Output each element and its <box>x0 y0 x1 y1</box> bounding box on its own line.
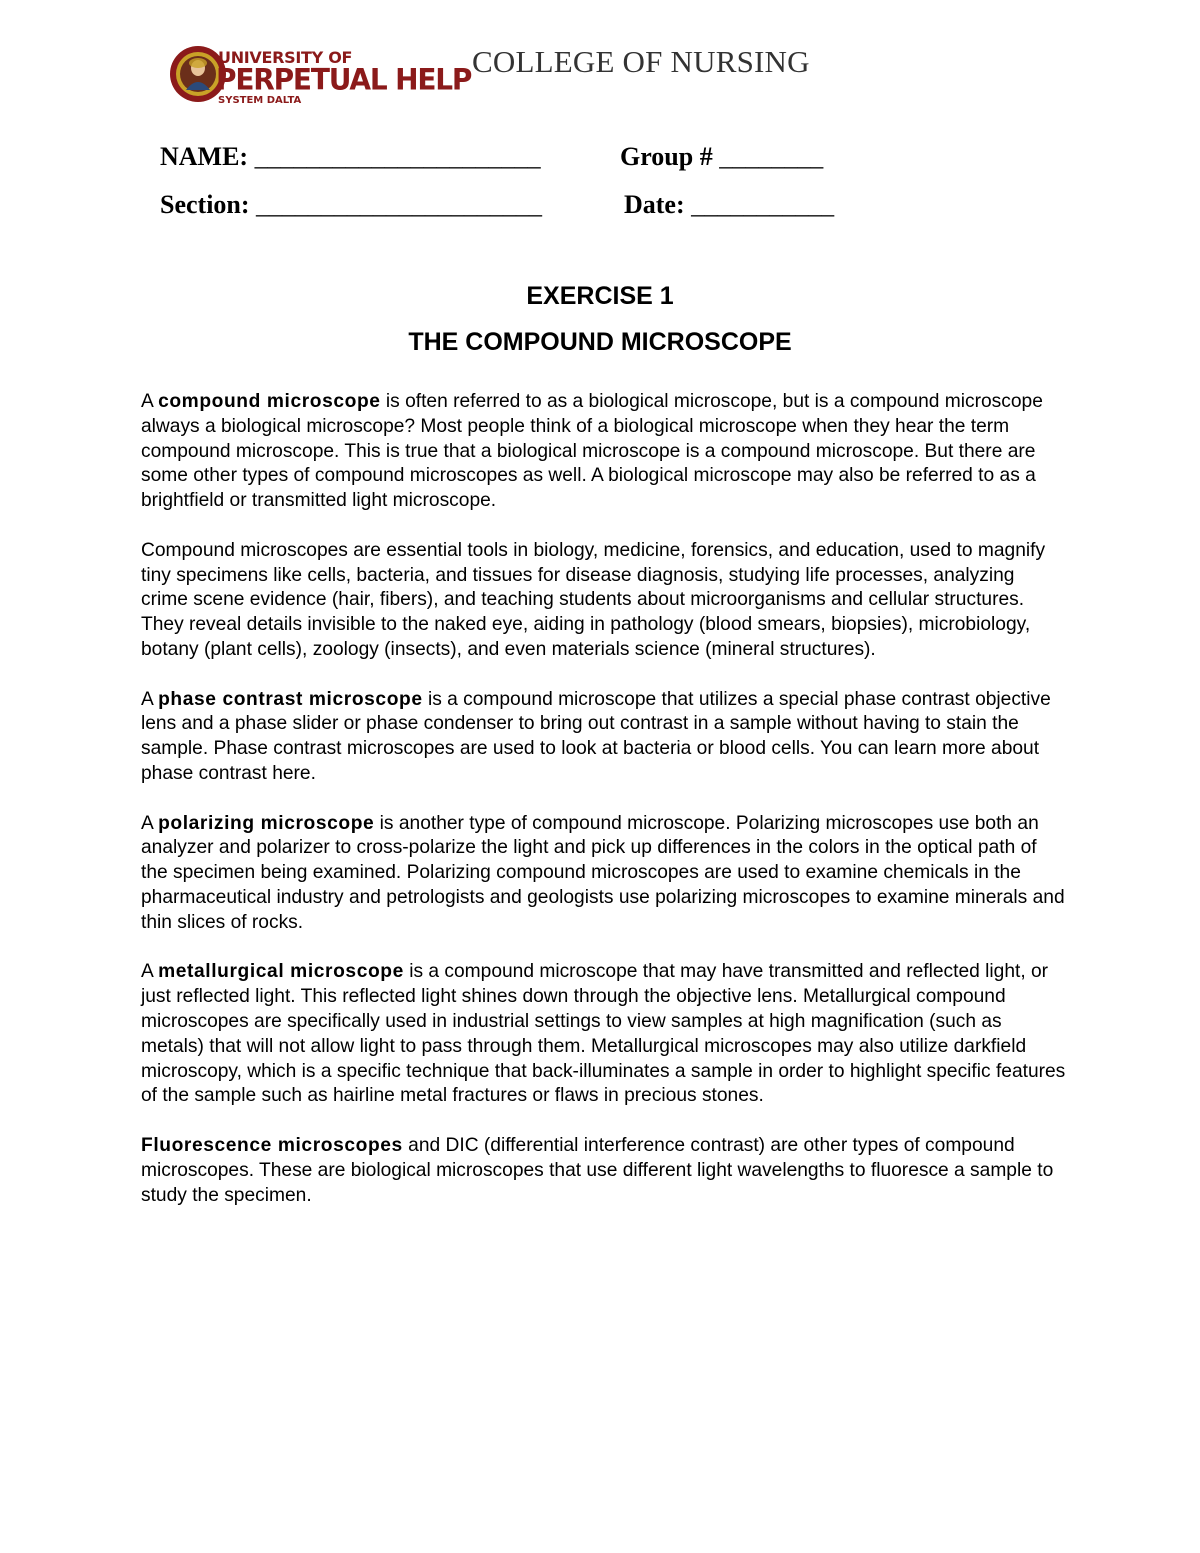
group-label: Group # <box>620 142 713 171</box>
term-metallurgical-microscope: metallurgical microscope <box>158 961 404 983</box>
paragraph-metallurgical <box>141 960 1066 1109</box>
section-blank[interactable]: ______________________ <box>256 190 543 219</box>
paragraph-text: is another type of compound microscope. Polarizing microscopes use both an analyzer and polarizer to cross-polarize the light and pick up differences in the colors in the optical path of the specimen being examined. Polarizing compound microscopes are used to examine chemicals in the pharmaceutical industry and petrologists and geologists use polarizing microscopes to examine minerals and thin slices of rocks. <box>141 812 1065 933</box>
paragraph-text: is a compound microscope that may have transmitted and reflected light, or just reflected light. This reflected light shines down through the objective lens. Metallurgical compound microscopes are specifically used in industrial settings to view samples at high magnification (such as metals) that will not allow light to pass through them. Metallurgical microscopes may also utilize darkfield microscopy, which is a specific technique that back-illuminates a sample in order to highlight specific features of the sample such as hairline metal fractures or flaws in precious stones. <box>141 961 1066 1107</box>
term-phase-contrast-microscope: phase contrast microscope <box>158 688 423 710</box>
term-fluorescence-microscopes: Fluorescence microscopes <box>141 1134 403 1156</box>
term-compound-microscope: compound microscope <box>158 391 381 412</box>
name-blank[interactable]: ______________________ <box>254 142 541 171</box>
group-field[interactable] <box>620 142 823 172</box>
exercise-heading: EXERCISE 1 <box>526 282 674 310</box>
paragraph-phase-contrast <box>141 688 1066 787</box>
name-field[interactable] <box>160 142 541 172</box>
date-blank[interactable]: ___________ <box>691 190 835 219</box>
paragraph-prefix: A <box>141 961 159 983</box>
paragraph-prefix: A <box>141 812 159 834</box>
section-field[interactable] <box>160 190 542 220</box>
body-text <box>141 390 1066 1233</box>
paragraph-text: Compound microscopes are essential tools in biology, medicine, forensics, and education, used to magnify tiny specimens like cells, bacteria, and tissues for disease diagnosis, studying life processes, analyzing crime scene evidence (hair, fibers), and teaching students about microorganisms and cellular structures. They reveal details invisible to the naked eye, aiding in pathology (blood smears, biopsies), microbiology, botany (plant cells), zoology (insects), and even materials science (mineral structures). <box>141 539 1046 660</box>
name-label: NAME: <box>160 142 249 171</box>
paragraph-polarizing <box>141 812 1066 936</box>
paragraph-uses <box>141 539 1066 663</box>
paragraph-prefix: A <box>141 688 159 710</box>
section-label: Section: <box>160 190 250 219</box>
paragraph-compound-microscope <box>141 390 1066 514</box>
group-blank[interactable]: ________ <box>719 142 824 171</box>
document-title: THE COMPOUND MICROSCOPE <box>408 328 792 356</box>
logo-text-line3: SYSTEM DALTA <box>218 95 302 106</box>
term-polarizing-microscope: polarizing microscope <box>158 812 375 834</box>
date-field[interactable] <box>624 190 834 220</box>
logo-text-line2: PERPETUAL HELP <box>216 62 472 97</box>
logo-text-line1: UNIVERSITY OF <box>218 48 353 67</box>
paragraph-text: and DIC (differential interference contrast) are other types of compound microscopes. These are biological microscopes that use different light wavelengths to fluoresce a sample to study the specimen. <box>141 1134 1054 1206</box>
paragraph-text: is a compound microscope that utilizes a special phase contrast objective lens and a phase slider or phase condenser to bring out contrast in a sample without having to stain the sample. Phase contrast microscopes are used to look at bacteria or blood cells. You can learn more about phase contrast here. <box>141 688 1051 784</box>
college-title: COLLEGE OF NURSING <box>472 44 810 79</box>
paragraph-text: is often referred to as a biological microscope, but is a compound microscope always a biological microscope? Most people think of a biological microscope when they hear the term compound microscope. This is true that a biological microscope is a compound microscope. But there are some other types of compound microscopes as well. A biological microscope may also be referred to as a brightfield or transmitted light microscope. <box>141 391 1043 512</box>
paragraph-fluorescence <box>141 1134 1066 1208</box>
date-label: Date: <box>624 190 685 219</box>
paragraph-prefix: A <box>141 391 159 412</box>
university-logo <box>168 44 472 112</box>
